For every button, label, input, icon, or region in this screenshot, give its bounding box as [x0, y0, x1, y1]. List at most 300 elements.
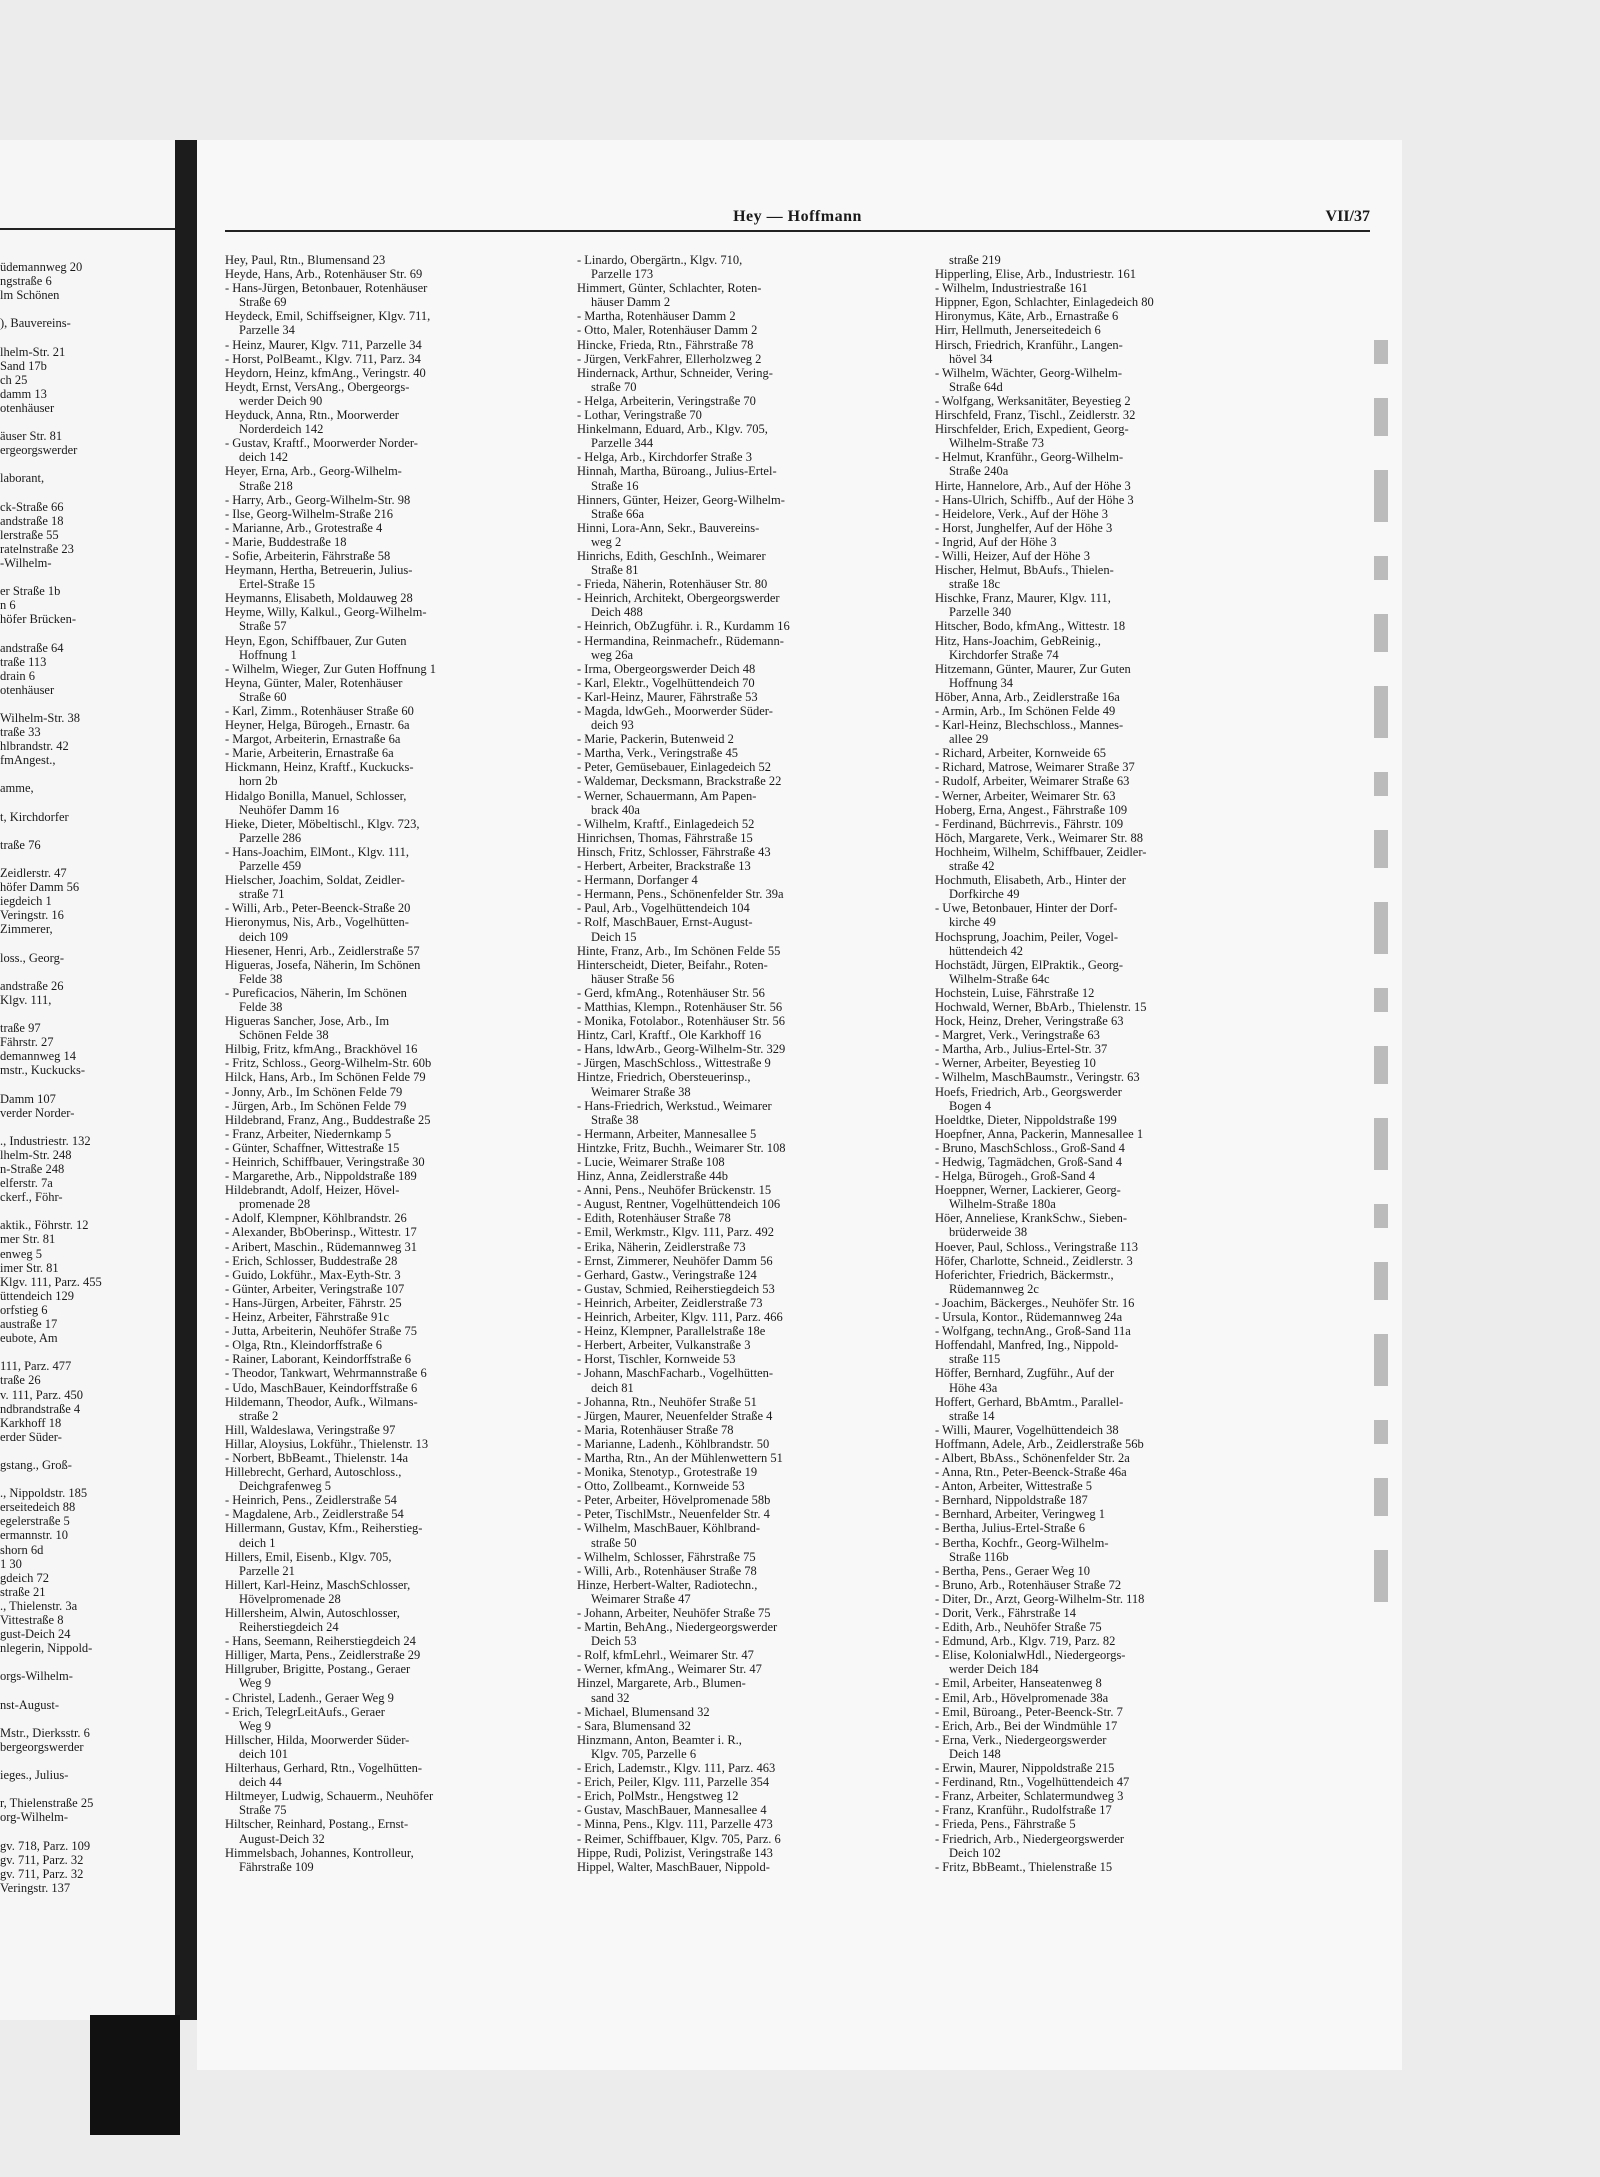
previous-page-line: otenhäuser — [0, 682, 55, 697]
directory-entry: - Albert, BbAss., Schönenfelder Str. 2a — [935, 1450, 1130, 1465]
directory-entry: Heyde, Hans, Arb., Rotenhäuser Str. 69 — [225, 267, 423, 282]
directory-entry: - Erich, Lademstr., Klgv. 111, Parz. 463 — [577, 1761, 776, 1776]
directory-entry: - Hermann, Pens., Schönenfelder Str. 39a — [577, 887, 784, 902]
previous-page-line: üttendeich 129 — [0, 1288, 74, 1303]
previous-page-line — [0, 824, 175, 838]
directory-entry: - Jonny, Arb., Im Schönen Felde 79 — [225, 1084, 403, 1099]
directory-entry: - Martha, Rotenhäuser Damm 2 — [577, 309, 736, 324]
directory-entry: Hoever, Paul, Schloss., Veringstraße 113 — [935, 1239, 1138, 1254]
directory-entry: - Peter, TischlMstr., Neuenfelder Str. 4 — [577, 1507, 770, 1522]
previous-page-line: lm Schönen — [0, 288, 60, 303]
entry-continuation: straße 219 — [949, 253, 1001, 267]
edge-mark — [1374, 1118, 1388, 1170]
previous-page-line: verder Norder- — [0, 1105, 75, 1120]
entry-continuation: Parzelle 286 — [239, 830, 302, 845]
previous-page-line: n-Straße 248 — [0, 1162, 65, 1176]
directory-entry: - Martha, Verk., Veringstraße 45 — [577, 746, 738, 761]
directory-entry: Heydeck, Emil, Schiffseigner, Klgv. 711, — [225, 309, 431, 324]
directory-entry: - Lucie, Weimarer Straße 108 — [577, 1155, 725, 1169]
previous-page-line — [0, 1712, 175, 1726]
directory-entry: - Fritz, BbBeamt., Thielenstraße 15 — [935, 1859, 1113, 1874]
directory-entry: - Gerhard, Gastw., Veringstraße 124 — [577, 1267, 757, 1282]
directory-entry: Hey, Paul, Rtn., Blumensand 23 — [225, 253, 386, 267]
previous-page-line: höfer Damm 56 — [0, 880, 80, 895]
previous-page-lines — [0, 260, 175, 1895]
directory-entry: Hoberg, Erna, Angest., Fährstraße 109 — [935, 802, 1128, 817]
previous-page-line — [0, 1444, 175, 1458]
previous-page-line — [0, 626, 175, 640]
directory-entry: Heyn, Egon, Schiffbauer, Zur Guten — [225, 633, 407, 648]
previous-page-line: loss., Georg- — [0, 950, 65, 965]
previous-page-line: ., Nippoldstr. 185 — [0, 1486, 88, 1501]
directory-entry: - Rolf, kfmLehrl., Weimarer Str. 47 — [577, 1648, 754, 1663]
directory-entry: Hillebrecht, Gerhard, Autoschloss., — [225, 1465, 402, 1480]
previous-page-line: lhelm-Str. 21 — [0, 344, 66, 359]
directory-entry: - Karl-Heinz, Maurer, Fährstraße 53 — [577, 689, 758, 704]
previous-page-line: enweg 5 — [0, 1246, 42, 1261]
entry-continuation: Kirchdorfer Straße 74 — [949, 647, 1059, 662]
directory-entry: - Marie, Packerin, Butenweid 2 — [577, 732, 734, 747]
previous-page-line: n 6 — [0, 598, 16, 613]
edge-mark — [1374, 614, 1388, 652]
directory-entry: Hoffmann, Adele, Arb., Zeidlerstraße 56b — [935, 1436, 1144, 1451]
directory-entry: - Michael, Blumensand 32 — [577, 1704, 710, 1719]
directory-entry: Heydt, Ernst, VersAng., Obergeorgs- — [225, 379, 410, 394]
directory-entry: - Richard, Matrose, Weimarer Straße 37 — [935, 760, 1135, 775]
directory-entry: - Heinrich, Architekt, Obergeorgswerder — [577, 591, 780, 606]
directory-entry: - Heinz, Maurer, Klgv. 711, Parzelle 34 — [225, 337, 422, 352]
directory-entry: - Heinrich, Arbeiter, Klgv. 111, Parz. 466 — [577, 1310, 783, 1325]
directory-entry: Hinz, Anna, Zeidlerstraße 44b — [577, 1169, 728, 1184]
previous-page-line: erder Süder- — [0, 1429, 62, 1444]
previous-page-line: fmAngest., — [0, 753, 56, 768]
directory-entry: - Guido, Lokführ., Max-Eyth-Str. 3 — [225, 1267, 401, 1282]
previous-page-line: iegdeich 1 — [0, 894, 52, 909]
directory-entry: - Ferdinand, Büchrrevis., Fährstr. 109 — [935, 816, 1124, 831]
entry-continuation: werder Deich 90 — [239, 393, 323, 408]
entry-continuation: allee 29 — [949, 732, 989, 747]
directory-entry: - Wilhelm, Industriestraße 161 — [935, 281, 1088, 296]
directory-entry: Hilliger, Marta, Pens., Zeidlerstraße 29 — [225, 1648, 421, 1663]
directory-entry: Hischer, Helmut, BbAufs., Thielen- — [935, 563, 1114, 578]
previous-page-line: otenhäuser — [0, 400, 55, 415]
edge-mark — [1374, 1478, 1388, 1516]
directory-entry: Hoeppner, Werner, Lackierer, Georg- — [935, 1183, 1121, 1198]
previous-page-line: Zeidlerstr. 47 — [0, 866, 67, 881]
directory-entry: - Ernst, Zimmerer, Neuhöfer Damm 56 — [577, 1253, 773, 1268]
entry-continuation: häuser Damm 2 — [591, 295, 671, 310]
directory-entry: - Heinz, Arbeiter, Fährstraße 91c — [225, 1310, 390, 1325]
directory-entry: - Margret, Verk., Veringstraße 63 — [935, 1028, 1100, 1043]
directory-entry: - Karl, Elektr., Vogelhüttendeich 70 — [577, 675, 755, 690]
previous-page-line: t, Kirchdorfer — [0, 809, 69, 824]
edge-mark — [1374, 1334, 1388, 1386]
directory-entry: - Erich, Peiler, Klgv. 111, Parzelle 354 — [577, 1775, 770, 1790]
directory-entry: - Helga, Bürogeh., Groß-Sand 4 — [935, 1169, 1096, 1184]
directory-entry: - Hedwig, Tagmädchen, Groß-Sand 4 — [935, 1155, 1123, 1169]
entry-continuation: Wilhelm-Straße 73 — [949, 436, 1044, 451]
previous-page-line: erseitedeich 88 — [0, 1500, 76, 1515]
previous-page-fragment — [0, 140, 175, 2020]
entry-continuation: deich 81 — [591, 1380, 634, 1395]
entry-continuation: Rüdemannweg 2c — [949, 1281, 1039, 1296]
entry-continuation: deich 44 — [239, 1775, 282, 1790]
directory-entry: - Uwe, Betonbauer, Hinter der Dorf- — [935, 901, 1118, 916]
entry-continuation: hövel 34 — [949, 351, 993, 366]
directory-entry: - Franz, Kranführ., Rudolfstraße 17 — [935, 1803, 1112, 1818]
directory-entry: Hiltmeyer, Ludwig, Schauerm., Neuhöfer — [225, 1789, 434, 1804]
directory-entry: - Rainer, Laborant, Keindorffstraße 6 — [225, 1352, 412, 1367]
entry-continuation: deich 142 — [239, 450, 288, 465]
entry-continuation: Straße 75 — [239, 1803, 287, 1818]
directory-entry: - Bernhard, Nippoldstraße 187 — [935, 1493, 1088, 1508]
previous-page-line: 1 30 — [0, 1556, 22, 1571]
directory-entry: Heyduck, Anna, Rtn., Moorwerder — [225, 408, 399, 423]
entry-continuation: deich 101 — [239, 1746, 288, 1761]
previous-page-line: gstang., Groß- — [0, 1457, 72, 1472]
directory-entry: - Willi, Arb., Rotenhäuser Straße 78 — [577, 1563, 757, 1578]
previous-page-line: 111, Parz. 477 — [0, 1359, 72, 1374]
directory-entry: Hochstädt, Jürgen, ElPraktik., Georg- — [935, 957, 1124, 972]
previous-page-line — [0, 697, 175, 711]
edge-mark — [1374, 1550, 1388, 1602]
running-head: Hey — Hoffmann — [733, 208, 862, 225]
directory-entry: - Bertha, Pens., Geraer Weg 10 — [935, 1563, 1090, 1578]
directory-entry: Hinzmann, Anton, Beamter i. R., — [577, 1732, 742, 1747]
entry-continuation: Straße 81 — [591, 563, 639, 578]
directory-entry: Hoferichter, Friedrich, Bäckermstr., — [935, 1267, 1114, 1282]
directory-entry: - Hermann, Dorfanger 4 — [577, 873, 698, 888]
entry-continuation: straße 70 — [591, 379, 637, 394]
directory-entry: Hieronymus, Nis, Arb., Vogelhütten- — [225, 915, 409, 930]
directory-entry: - Elise, KolonialwHdl., Niedergeorgs- — [935, 1648, 1126, 1663]
directory-entry: - Johann, MaschFacharb., Vogelhütten- — [577, 1366, 774, 1381]
directory-entry: - Margot, Arbeiterin, Ernastraße 6a — [225, 732, 401, 747]
entry-continuation: Parzelle 340 — [949, 605, 1012, 620]
directory-entry: - Wolfgang, technAng., Groß-Sand 11a — [935, 1324, 1131, 1339]
previous-page-line: traße 33 — [0, 725, 41, 740]
entry-continuation: straße 42 — [949, 859, 995, 874]
directory-entry: - Jürgen, Maurer, Neuenfelder Straße 4 — [577, 1408, 773, 1423]
directory-entry: - Wilhelm, MaschBauer, Köhlbrand- — [577, 1521, 761, 1536]
previous-page-line: Fährstr. 27 — [0, 1035, 54, 1050]
previous-page-line: traße 76 — [0, 837, 41, 852]
directory-entry: Hochstein, Luise, Fährstraße 12 — [935, 985, 1095, 1000]
directory-entry: Hischke, Franz, Maurer, Klgv. 111, — [935, 591, 1111, 606]
entry-continuation: Wilhelm-Straße 64c — [949, 971, 1050, 986]
previous-page-line — [0, 1655, 175, 1669]
directory-entry: - Margarethe, Arb., Nippoldstraße 189 — [225, 1169, 417, 1184]
entry-continuation: deich 93 — [591, 718, 634, 733]
entry-continuation: Deich 102 — [949, 1845, 1001, 1860]
entry-continuation: werder Deich 184 — [949, 1662, 1039, 1677]
directory-entry: Hillscher, Hilda, Moorwerder Süder- — [225, 1732, 410, 1747]
previous-page-line: imer Str. 81 — [0, 1260, 59, 1275]
directory-entry: - Otto, Zollbeamt., Kornweide 53 — [577, 1479, 745, 1494]
directory-entry: Hilbig, Fritz, kfmAng., Brackhövel 16 — [225, 1042, 418, 1057]
directory-entry: - Marie, Arbeiterin, Ernastraße 6a — [225, 746, 394, 761]
directory-entry: - Wilhelm, Wieger, Zur Guten Hoffnung 1 — [225, 661, 436, 676]
directory-entry: - Heinrich, Pens., Zeidlerstraße 54 — [225, 1493, 397, 1508]
entry-continuation: brüderweide 38 — [949, 1225, 1028, 1240]
previous-page-line — [0, 1345, 175, 1359]
directory-entry: - Wilhelm, Wächter, Georg-Wilhelm- — [935, 365, 1122, 380]
entry-continuation: Straße 69 — [239, 295, 287, 310]
directory-entry: - Rolf, MaschBauer, Ernst-August- — [577, 915, 753, 930]
directory-entry: - Christel, Ladenh., Geraer Weg 9 — [225, 1690, 394, 1705]
previous-page-line — [0, 1077, 175, 1091]
entry-continuation: Deich 148 — [949, 1746, 1001, 1761]
directory-entry: - Irma, Obergeorgswerder Deich 48 — [577, 661, 756, 676]
directory-entry: - Lothar, Veringstraße 70 — [577, 408, 702, 423]
entry-continuation: Weimarer Straße 38 — [591, 1084, 691, 1099]
directory-entry: - Heinrich, Arbeiter, Zeidlerstraße 73 — [577, 1295, 763, 1310]
entry-continuation: Straße 57 — [239, 619, 287, 634]
directory-entry: - Bertha, Julius-Ertel-Straße 6 — [935, 1521, 1085, 1536]
previous-page-line: Vittestraße 8 — [0, 1613, 64, 1627]
previous-page-line: aktik., Föhrstr. 12 — [0, 1218, 89, 1233]
previous-page-line — [0, 1120, 175, 1134]
previous-page-line: Damm 107 — [0, 1091, 56, 1106]
directory-entry: Hoepfner, Anna, Packerin, Mannesallee 1 — [935, 1126, 1144, 1141]
directory-entry: Hoefs, Friedrich, Arb., Georgswerder — [935, 1084, 1122, 1099]
directory-entry: Himmert, Günter, Schlachter, Roten- — [577, 281, 762, 296]
directory-entry: - Franz, Arbeiter, Schlatermundweg 3 — [935, 1789, 1124, 1804]
entry-continuation: häuser Straße 56 — [591, 971, 675, 986]
previous-page-line: Klgv. 111, Parz. 455 — [0, 1274, 102, 1289]
entry-continuation: Straße 66a — [591, 506, 645, 521]
directory-entry: - Norbert, BbBeamt., Thielenstr. 14a — [225, 1450, 409, 1465]
previous-page-line: orgs-Wilhelm- — [0, 1669, 73, 1684]
directory-entry: - Jürgen, Arb., Im Schönen Felde 79 — [225, 1098, 407, 1113]
directory-entry: Höffer, Bernhard, Zugführ., Auf der — [935, 1366, 1115, 1381]
directory-entry: - Helga, Arbeiterin, Veringstraße 70 — [577, 393, 756, 408]
directory-entry: - Ursula, Kontor., Rüdemannweg 24a — [935, 1310, 1123, 1325]
previous-page-line: ), Bauvereins- — [0, 316, 71, 331]
previous-page-line: ., Industriestr. 132 — [0, 1133, 91, 1148]
entry-continuation: Deich 488 — [591, 605, 643, 620]
directory-entry: - Johanna, Rtn., Neuhöfer Straße 51 — [577, 1394, 757, 1409]
directory-entry: - Werner, Arbeiter, Weimarer Str. 63 — [935, 788, 1116, 803]
directory-entry: - Diter, Dr., Arzt, Georg-Wilhelm-Str. 118 — [935, 1591, 1145, 1606]
entry-continuation: straße 14 — [949, 1408, 995, 1423]
directory-entry: - Magdalene, Arb., Zeidlerstraße 54 — [225, 1507, 404, 1522]
edge-mark — [1374, 556, 1388, 580]
previous-page-line: orfstieg 6 — [0, 1302, 48, 1317]
directory-entry: Hickmann, Heinz, Kraftf., Kuckucks- — [225, 760, 414, 775]
directory-entry: - Horst, PolBeamt., Klgv. 711, Parz. 34 — [225, 351, 421, 366]
previous-page-line — [0, 1007, 175, 1021]
directory-entry: - Frieda, Pens., Fährstraße 5 — [935, 1817, 1076, 1832]
directory-entry: - Heinz, Klempner, Parallelstraße 18e — [577, 1324, 766, 1339]
entry-continuation: straße 2 — [239, 1408, 279, 1423]
directory-entry: - Olga, Rtn., Kleindorffstraße 6 — [225, 1338, 383, 1353]
directory-entry: - Peter, Arbeiter, Hövelpromenade 58b — [577, 1493, 771, 1508]
entry-continuation: Straße 16 — [591, 478, 639, 493]
previous-page-line: laborant, — [0, 471, 45, 486]
previous-page-line: Zimmerer, — [0, 922, 53, 937]
directory-entry: Hinkelmann, Eduard, Arb., Klgv. 705, — [577, 422, 768, 437]
entry-continuation: Schönen Felde 38 — [239, 1028, 329, 1043]
entry-continuation: deich 109 — [239, 929, 288, 944]
directory-entry: Hintze, Friedrich, Obersteuerinsp., — [577, 1070, 751, 1085]
directory-entry: - Wilhelm, Schlosser, Fährstraße 75 — [577, 1549, 756, 1564]
directory-entry: - Hans-Jürgen, Betonbauer, Rotenhäuser — [225, 281, 428, 296]
entry-continuation: Felde 38 — [239, 971, 283, 986]
directory-entry: Hildebrand, Franz, Ang., Buddestraße 25 — [225, 1112, 431, 1127]
directory-entry: Hipperling, Elise, Arb., Industriestr. 161 — [935, 267, 1137, 282]
directory-entry: - Horst, Junghelfer, Auf der Höhe 3 — [935, 520, 1113, 535]
directory-entry: Hiesener, Henri, Arb., Zeidlerstraße 57 — [225, 943, 420, 958]
directory-entry: - Emil, Werkmstr., Klgv. 111, Parz. 492 — [577, 1225, 775, 1240]
directory-entry: - Martha, Rtn., An der Mühlenwettern 51 — [577, 1450, 783, 1465]
directory-entry: Hironymus, Käte, Arb., Ernastraße 6 — [935, 309, 1119, 324]
entry-continuation: Neuhöfer Damm 16 — [239, 802, 339, 817]
directory-entry: - Hans-Jürgen, Arbeiter, Fährstr. 25 — [225, 1295, 402, 1310]
previous-page-line — [0, 937, 175, 951]
entry-continuation: Hoffnung 34 — [949, 675, 1014, 690]
directory-entry: - Gustav, MaschBauer, Mannesallee 4 — [577, 1803, 767, 1818]
edge-mark — [1374, 1420, 1388, 1444]
directory-entry: - Jutta, Arbeiterin, Neuhöfer Straße 75 — [225, 1324, 417, 1339]
previous-page-line: er Straße 1b — [0, 584, 61, 599]
directory-entry: - Helga, Arb., Kirchdorfer Straße 3 — [577, 450, 752, 465]
previous-page-line — [0, 1782, 175, 1796]
entry-continuation: Reiherstiegdeich 24 — [239, 1620, 339, 1635]
entry-continuation: Deich 53 — [591, 1634, 637, 1649]
directory-entry: Hirr, Hellmuth, Jenerseitedeich 6 — [935, 323, 1101, 338]
directory-entry: - Wolfgang, Werksanitäter, Beyestieg 2 — [935, 393, 1131, 408]
directory-entry: - Pureficacios, Näherin, Im Schönen — [225, 985, 407, 1000]
previous-page-rule — [0, 228, 175, 230]
directory-entry: - Franz, Arbeiter, Niedernkamp 5 — [225, 1126, 392, 1141]
previous-page-line: ieges., Julius- — [0, 1768, 69, 1783]
previous-page-line: straße 21 — [0, 1584, 46, 1599]
directory-entry: Hitscher, Bodo, kfmAng., Wittestr. 18 — [935, 619, 1126, 634]
directory-entry: - Frieda, Näherin, Rotenhäuser Str. 80 — [577, 577, 768, 592]
directory-entry: - Erich, Schlosser, Buddestraße 28 — [225, 1253, 398, 1268]
directory-entry: - Marianne, Ladenh., Köhlbrandstr. 50 — [577, 1436, 770, 1451]
directory-entry: - Anton, Arbeiter, Wittestraße 5 — [935, 1479, 1093, 1494]
directory-page — [197, 140, 1402, 2070]
entry-continuation: Straße 60 — [239, 689, 287, 704]
entry-continuation: Weg 9 — [239, 1718, 271, 1733]
directory-entry: Hilterhaus, Gerhard, Rtn., Vogelhütten- — [225, 1761, 423, 1776]
previous-page-line: amme, — [0, 781, 34, 796]
directory-entry: - Reimer, Schiffbauer, Klgv. 705, Parz. 6 — [577, 1831, 781, 1846]
entry-continuation: Deich 15 — [591, 929, 637, 944]
directory-entry: Hilck, Hans, Arb., Im Schönen Felde 79 — [225, 1070, 426, 1085]
directory-entry: Hinners, Günter, Heizer, Georg-Wilhelm- — [577, 492, 785, 507]
previous-page-line — [0, 1683, 175, 1697]
directory-entry: - Hans-Joachim, ElMont., Klgv. 111, — [225, 844, 410, 859]
previous-page-line: traße 26 — [0, 1373, 41, 1388]
directory-entry: Hill, Waldeslawa, Veringstraße 97 — [225, 1422, 396, 1437]
directory-entry: - Bernhard, Arbeiter, Veringweg 1 — [935, 1507, 1106, 1522]
previous-page-line: Wilhelm-Str. 38 — [0, 711, 81, 725]
directory-entry: - Adolf, Klempner, Köhlbrandstr. 26 — [225, 1211, 407, 1226]
entry-continuation: Straße 240a — [949, 464, 1009, 479]
previous-page-line: ermannstr. 10 — [0, 1528, 69, 1543]
book-gutter — [175, 140, 197, 2020]
directory-entry: Heyme, Willy, Kalkul., Georg-Wilhelm- — [225, 605, 427, 620]
entry-continuation: brack 40a — [591, 802, 640, 817]
directory-entry: Higueras, Josefa, Näherin, Im Schönen — [225, 957, 421, 972]
directory-entry: - Emil, Arbeiter, Hanseatenweg 8 — [935, 1676, 1102, 1691]
directory-entry: Heyna, Günter, Maler, Rotenhäuser — [225, 675, 403, 690]
directory-entry: - Wilhelm, MaschBaumstr., Veringstr. 63 — [935, 1070, 1140, 1085]
directory-entry: Hincke, Frieda, Rtn., Fährstraße 78 — [577, 337, 754, 352]
directory-entry: Heyner, Helga, Bürogeh., Ernastr. 6a — [225, 718, 410, 733]
directory-entry: - Bruno, Arb., Rotenhäuser Straße 72 — [935, 1577, 1122, 1592]
directory-entry: - Armin, Arb., Im Schönen Felde 49 — [935, 704, 1116, 718]
directory-entry: Heymanns, Elisabeth, Moldauweg 28 — [225, 591, 413, 606]
entry-continuation: Straße 218 — [239, 478, 293, 493]
directory-entry: - Hans-Ulrich, Schiffb., Auf der Höhe 3 — [935, 492, 1134, 507]
directory-entry: Hochwald, Werner, BbArb., Thielenstr. 15 — [935, 999, 1147, 1014]
directory-entry: - Aribert, Maschin., Rüdemannweg 31 — [225, 1239, 417, 1254]
directory-entry: Hinrichs, Edith, GeschInh., Weimarer — [577, 548, 766, 563]
previous-page-line: bergeorgswerder — [0, 1739, 84, 1754]
directory-entry: - Matthias, Klempn., Rotenhäuser Str. 56 — [577, 999, 783, 1014]
directory-entry: - Friedrich, Arb., Niedergeorgswerder — [935, 1831, 1125, 1846]
previous-page-line: gust-Deich 24 — [0, 1627, 71, 1642]
directory-entry: Hinnah, Martha, Büroang., Julius-Ertel- — [577, 464, 777, 479]
directory-entry: Hillermann, Gustav, Kfm., Reiherstieg- — [225, 1521, 423, 1536]
edge-mark — [1374, 1204, 1388, 1228]
directory-entry: Hirsch, Friedrich, Kranführ., Langen- — [935, 337, 1123, 352]
previous-page-line: üdemannweg 20 — [0, 260, 83, 274]
previous-page-line — [0, 965, 175, 979]
directory-entry: Hoffendahl, Manfred, Ing., Nippold- — [935, 1338, 1119, 1353]
directory-entry: Hillert, Karl-Heinz, MaschSchlosser, — [225, 1577, 411, 1592]
entry-continuation: Deichgrafenweg 5 — [239, 1479, 331, 1494]
previous-page-line: ratelnstraße 23 — [0, 541, 74, 556]
previous-page-line — [0, 1754, 175, 1768]
previous-page-line — [0, 415, 175, 429]
entry-continuation: weg 26a — [591, 647, 633, 662]
directory-entry: - Sara, Blumensand 32 — [577, 1718, 691, 1733]
directory-entry: - Edith, Arb., Neuhöfer Straße 75 — [935, 1620, 1102, 1635]
entry-continuation: Parzelle 344 — [591, 436, 654, 451]
entry-continuation: Weimarer Straße 47 — [591, 1591, 691, 1606]
previous-page-line: Sand 17b — [0, 358, 47, 373]
directory-entry: Hintz, Carl, Kraftf., Ole Karkhoff 16 — [577, 1028, 762, 1043]
directory-entry: - Anna, Rtn., Peter-Beenck-Straße 46a — [935, 1465, 1127, 1480]
directory-entry: Höer, Anneliese, KrankSchw., Sieben- — [935, 1211, 1128, 1226]
directory-entry: Hillersheim, Alwin, Autoschlosser, — [225, 1606, 400, 1620]
directory-entry: - Linardo, Obergärtn., Klgv. 710, — [577, 253, 743, 267]
directory-entry: Hiltscher, Reinhard, Postang., Ernst- — [225, 1817, 409, 1832]
entry-continuation: Parzelle 21 — [239, 1563, 295, 1578]
directory-column-2 — [577, 253, 932, 1874]
binding-shadow — [90, 2015, 180, 2135]
entry-continuation: Wilhelm-Straße 180a — [949, 1197, 1056, 1212]
directory-entry: - Willi, Heizer, Auf der Höhe 3 — [935, 548, 1090, 563]
previous-page-line: austraße 17 — [0, 1317, 58, 1332]
previous-page-line — [0, 486, 175, 500]
directory-entry: Hochheim, Wilhelm, Schiffbauer, Zeidler- — [935, 844, 1147, 859]
directory-entry: - Herbert, Arbeiter, Vulkanstraße 3 — [577, 1338, 751, 1353]
directory-entry: - Martin, BehAng., Niedergeorgswerder — [577, 1620, 778, 1635]
previous-page-line: org-Wilhelm- — [0, 1810, 68, 1825]
previous-page-line — [0, 767, 175, 781]
previous-page-line: traße 97 — [0, 1021, 41, 1036]
directory-entry: Hillers, Emil, Eisenb., Klgv. 705, — [225, 1549, 392, 1564]
directory-entry: Hoffert, Gerhard, BbAmtm., Parallel- — [935, 1394, 1124, 1409]
directory-entry: - Anni, Pens., Neuhöfer Brückenstr. 15 — [577, 1183, 772, 1198]
previous-page-line — [0, 302, 175, 316]
